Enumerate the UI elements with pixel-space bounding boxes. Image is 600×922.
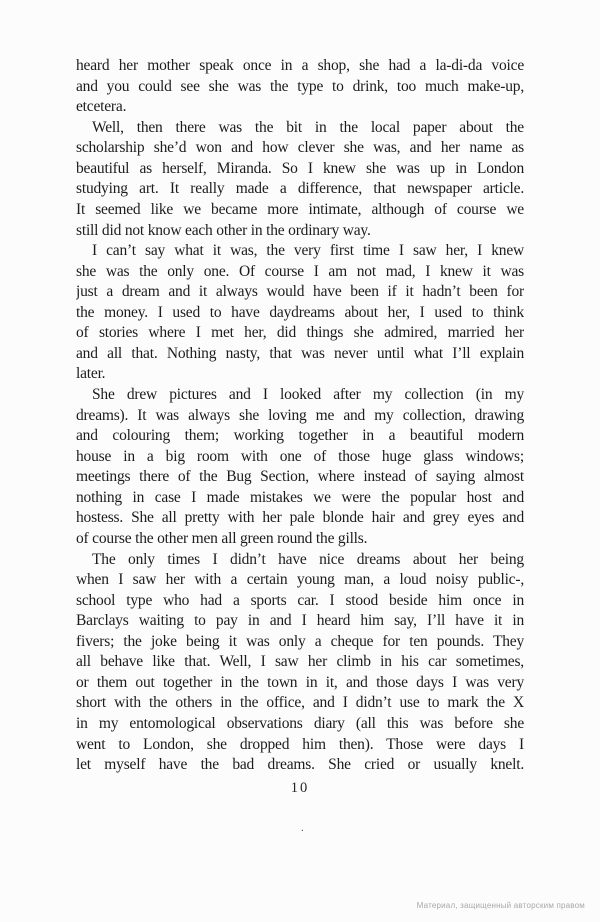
text-line: nothing in case I made mistakes we were the popular host and bbox=[76, 488, 524, 506]
text-line: and all that. Nothing nasty, that was never until what I’ll explain bbox=[76, 344, 524, 362]
text-line: fivers; the joke being it was only a cheque for ten pounds. They bbox=[76, 632, 524, 650]
text-line: short with the others in the office, and I didn’t use to mark the X bbox=[76, 694, 524, 712]
text-line: the money. I used to have daydreams about her, I used to think bbox=[76, 303, 524, 321]
text-line: went to London, she dropped him then). Those were days I bbox=[76, 735, 524, 753]
text-line: of stories where I met her, did things she admired, married her bbox=[76, 324, 524, 342]
text-block bbox=[76, 56, 524, 776]
text-line: meetings there of the Bug Section, where instead of saying almost bbox=[76, 468, 524, 486]
text-line: scholarship she’d won and how clever she was, and her name as bbox=[76, 139, 524, 157]
text-line: school type who had a sports car. I stood beside him once in bbox=[76, 591, 524, 609]
text-line: or them out together in the town in it, and those days I was very bbox=[76, 673, 524, 691]
stray-ink-dot: . bbox=[301, 822, 304, 834]
text-line: all behave like that. Well, I saw her climb in his car sometimes, bbox=[76, 653, 524, 671]
text-line: later. bbox=[76, 365, 106, 383]
text-line: and you could see she was the type to drink, too much make-up, bbox=[76, 77, 524, 95]
text-line: dreams). It was always she loving me and my collection, drawing bbox=[76, 406, 524, 424]
text-line: She drew pictures and I looked after my collection (in my bbox=[92, 386, 524, 403]
text-line: Barclays waiting to pay in and I heard him say, I’ll have it in bbox=[76, 612, 524, 630]
text-line: in my entomological observations diary (all this was before she bbox=[76, 715, 524, 732]
text-line: just a dream and it always would have been if it hadn’t been for bbox=[76, 283, 524, 301]
text-line: etcetera. bbox=[76, 98, 127, 116]
text-line: and colouring them; working together in a beautiful modern bbox=[76, 427, 524, 445]
text-line: of course the other men all green round the gills. bbox=[76, 529, 368, 547]
text-line: studying art. It really made a difference, that newspaper article. bbox=[76, 180, 524, 198]
text-line: I can’t say what it was, the very first time I saw her, I knew bbox=[92, 242, 524, 260]
text-line: still did not know each other in the ordinary way. bbox=[76, 221, 371, 239]
text-line: let myself have the bad dreams. She cried or usually knelt. bbox=[76, 756, 524, 774]
page-number: 10 bbox=[290, 780, 310, 796]
text-line: beautiful as herself, Miranda. So I knew she was up in London bbox=[76, 159, 524, 177]
text-line: house in a big room with one of those huge glass windows; bbox=[76, 447, 524, 465]
text-line: hostess. She all pretty with her pale blonde hair and grey eyes and bbox=[76, 509, 524, 527]
text-line: she was the only one. Of course I am not mad, I knew it was bbox=[76, 262, 524, 280]
text-line: The only times I didn’t have nice dreams about her being bbox=[92, 550, 524, 568]
copyright-watermark: Материал, защищенный авторским правом bbox=[416, 901, 585, 910]
text-line: It seemed like we became more intimate, although of course we bbox=[76, 200, 524, 218]
text-line: heard her mother speak once in a shop, she had a la-di-da voice bbox=[76, 57, 524, 74]
text-line: Well, then there was the bit in the local paper about the bbox=[92, 118, 524, 136]
text-line: when I saw her with a certain young man, a loud noisy public-, bbox=[76, 571, 524, 589]
